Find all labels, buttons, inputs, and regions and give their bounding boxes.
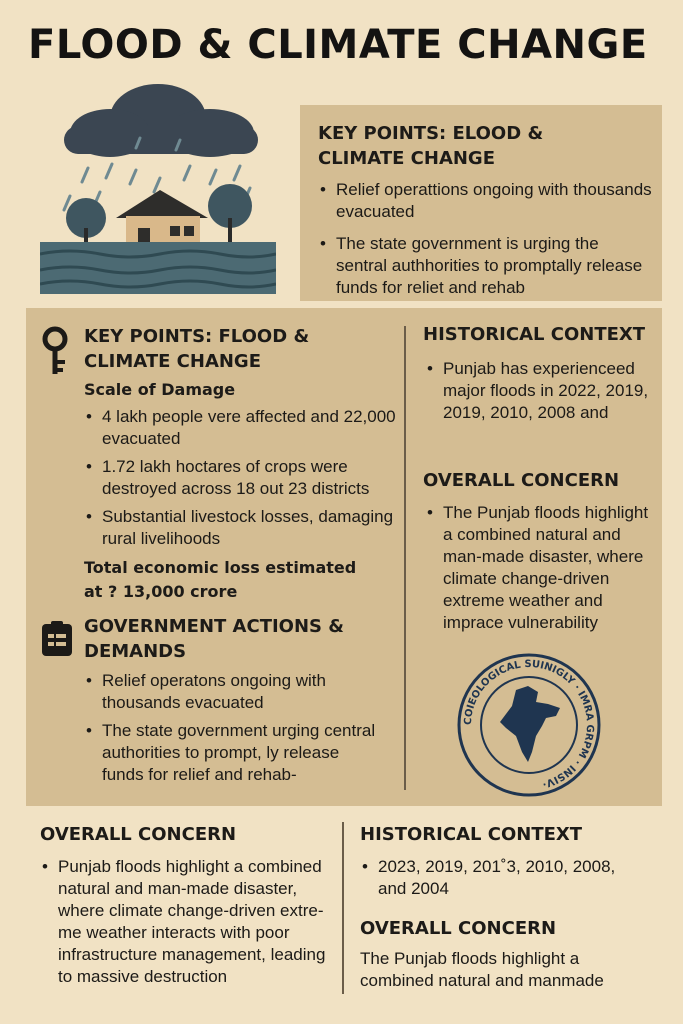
- overall-concern-bottom-heading: OVERALL CONCERN: [40, 824, 237, 845]
- overall-concern-bottom-right-text: The Punjab floods highlight a combined natural and manmade: [360, 949, 604, 990]
- list-item: • Substantial livestock losses, damaging rural livelihoods: [82, 506, 402, 550]
- overall-concern-list: [423, 502, 655, 640]
- flood-illustration: [40, 78, 276, 294]
- list-item: • The state government is urging the sentral authhorities to promptally release funds for reliet and rehab: [316, 233, 654, 299]
- list-item: • The Punjab floods highlight a combined natural and man-made disaster, where climate change-driven extreme weather and imprace vulnerability: [423, 502, 655, 634]
- key-icon: [40, 326, 70, 378]
- historical-context-bottom-list: [358, 856, 618, 906]
- main-panel: [26, 308, 662, 806]
- list-item: • 2023, 2019, 201˚3, 2010, 2008, and 2004: [358, 856, 618, 900]
- list-item: • 4 lakh people vere affected and 22,000 evacuated: [82, 406, 402, 450]
- seal-text: COIEOLOGICAL SUINIGLY · IMRA GRPM · INSIV·: [462, 658, 596, 790]
- bottom-divider: [342, 822, 344, 994]
- government-list: [82, 670, 382, 792]
- list-item: • Punjab has experienceed major floods in 2022, 2019, 2019, 2010, 2008 and: [423, 358, 653, 424]
- list-item: • 1.72 lakh hoctares of crops were destroyed across 18 out 23 districts: [82, 456, 402, 500]
- list-item: • Punjab floods highlight a combined natural and man-made disaster, where climate change-driven extre-me weather interacts with poor infrastructure management, leading to massive destruction: [38, 856, 328, 988]
- overall-concern-heading: OVERALL CONCERN: [423, 470, 620, 491]
- column-divider: [404, 326, 406, 790]
- historical-context-heading: HISTORICAL CONTEXT: [423, 324, 646, 345]
- overall-concern-bottom-right-heading: OVERALL CONCERN: [360, 918, 557, 939]
- list-item: • Relief operatons ongoing with thousands evacuated: [82, 670, 382, 714]
- clipboard-icon: [40, 620, 74, 658]
- key-points-top-list: [316, 179, 654, 305]
- india-map-icon: [500, 686, 560, 762]
- key-points-top-panel: [300, 105, 662, 301]
- india-map-seal: [456, 652, 602, 798]
- damage-list: [82, 406, 402, 556]
- list-item: • Relief operattions ongoing with thousands evacuated: [316, 179, 654, 223]
- historical-context-bottom-heading: HISTORICAL CONTEXT: [360, 824, 583, 845]
- key-points-top-heading: KEY POINTS: ELOOD & CLIMATE CHANGE: [318, 123, 544, 169]
- scale-of-damage-heading: Scale of Damage: [84, 380, 236, 399]
- overall-concern-bottom-list: [38, 856, 328, 994]
- list-item: • The state government urging central authorities to prompt, ly release funds for relief and rehab-: [82, 720, 382, 786]
- page-title: FLOOD & CLIMATE CHANGE: [28, 22, 648, 68]
- flood-water: [40, 242, 276, 294]
- total-economic-loss: Total economic loss estimated at ? 13,000 crore: [84, 558, 357, 601]
- storm-cloud-icon: [64, 84, 258, 157]
- key-points-main-heading: KEY POINTS: FLOOD & CLIMATE CHANGE: [84, 326, 310, 372]
- government-heading: GOVERNMENT ACTIONS & DEMANDS: [84, 616, 344, 662]
- historical-context-list: [423, 358, 653, 430]
